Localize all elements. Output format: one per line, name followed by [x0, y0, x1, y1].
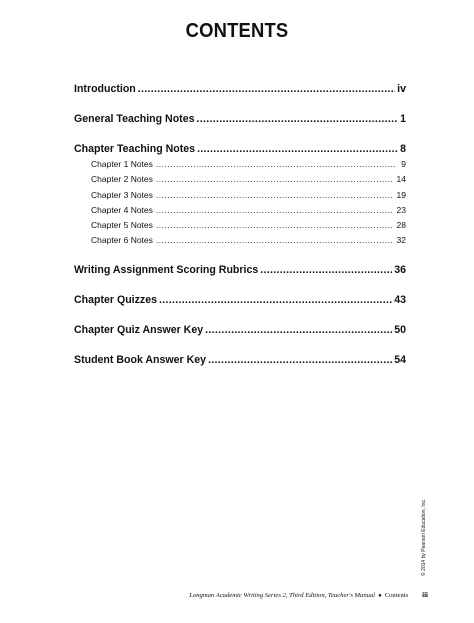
- toc-entry-page: 54: [394, 353, 406, 366]
- toc-subentry-label: Chapter 1 Notes: [91, 159, 153, 169]
- footer-book-title: Longman Academic Writing Series 2, Third Edition, Teacher's Manual: [189, 592, 376, 599]
- dot-leader: [197, 112, 399, 126]
- toc-subentry-chapter-3[interactable]: [74, 188, 406, 203]
- toc-entry-page: 43: [394, 293, 406, 306]
- dot-leader: [156, 233, 393, 248]
- toc-subentry-chapter-6[interactable]: [74, 233, 406, 248]
- toc-entry-introduction[interactable]: [74, 82, 406, 96]
- toc-entry-chapter-teaching-notes[interactable]: [74, 142, 406, 156]
- toc-entry-label: Writing Assignment Scoring Rubrics: [74, 263, 259, 276]
- toc-entry-label: Student Book Answer Key: [74, 353, 207, 366]
- page-number: iii: [422, 591, 428, 599]
- page-title: CONTENTS: [185, 20, 289, 42]
- dot-leader: [156, 172, 393, 187]
- dot-leader: [205, 323, 392, 337]
- toc-subentry-page: 9: [401, 159, 406, 169]
- toc-entry-student-book-answer-key[interactable]: [74, 353, 406, 367]
- dot-leader: [156, 157, 397, 172]
- toc-subentry-label: Chapter 2 Notes: [91, 174, 153, 185]
- table-of-contents: [74, 82, 406, 367]
- dot-leader: [197, 142, 398, 156]
- toc-entry-label: Chapter Quiz Answer Key: [74, 323, 204, 336]
- toc-entry-label: Chapter Quizzes: [74, 293, 158, 306]
- toc-entry-chapter-quizzes[interactable]: [74, 293, 406, 307]
- dot-leader: [208, 353, 392, 367]
- toc-subentry-chapter-2[interactable]: [74, 172, 406, 187]
- toc-entry-page: 8: [400, 143, 406, 155]
- toc-entry-label: Chapter Teaching Notes: [74, 143, 196, 155]
- page-footer: [189, 591, 428, 599]
- toc-entry-general-teaching-notes[interactable]: [74, 112, 406, 126]
- toc-entry-page: iv: [397, 83, 406, 95]
- toc-subentry-page: 19: [396, 189, 406, 200]
- copyright-notice: © 2014 by Pearson Education, Inc.: [421, 498, 427, 576]
- toc-subentry-label: Chapter 5 Notes: [91, 220, 153, 231]
- toc-entry-page: 50: [394, 323, 406, 336]
- toc-subentry-label: Chapter 3 Notes: [91, 189, 153, 200]
- toc-subentry-chapter-4[interactable]: [74, 203, 406, 218]
- footer-section: Contents: [384, 592, 409, 599]
- toc-entry-quiz-answer-key[interactable]: [74, 323, 406, 337]
- toc-entry-scoring-rubrics[interactable]: [74, 263, 406, 277]
- toc-entry-page: 1: [400, 113, 406, 125]
- toc-subentry-page: 14: [396, 174, 406, 185]
- toc-subentry-label: Chapter 4 Notes: [91, 204, 153, 215]
- dot-leader: [260, 263, 392, 277]
- toc-subentry-chapter-1[interactable]: [74, 157, 406, 172]
- toc-entry-label: General Teaching Notes: [74, 113, 195, 125]
- toc-entry-label: Introduction: [74, 83, 136, 95]
- toc-subentry-page: 28: [396, 220, 406, 231]
- dot-leader: [159, 293, 392, 307]
- toc-subentry-chapter-5[interactable]: [74, 218, 406, 233]
- dot-leader: [156, 188, 393, 203]
- footer-bullet-icon: ●: [378, 593, 382, 599]
- dot-leader: [138, 82, 395, 96]
- chapter-notes-list: [74, 157, 406, 249]
- toc-entry-page: 36: [394, 263, 406, 276]
- toc-subentry-page: 23: [396, 204, 406, 215]
- toc-subentry-page: 32: [396, 235, 406, 246]
- toc-subentry-label: Chapter 6 Notes: [91, 235, 153, 246]
- dot-leader: [156, 203, 393, 218]
- dot-leader: [156, 218, 393, 233]
